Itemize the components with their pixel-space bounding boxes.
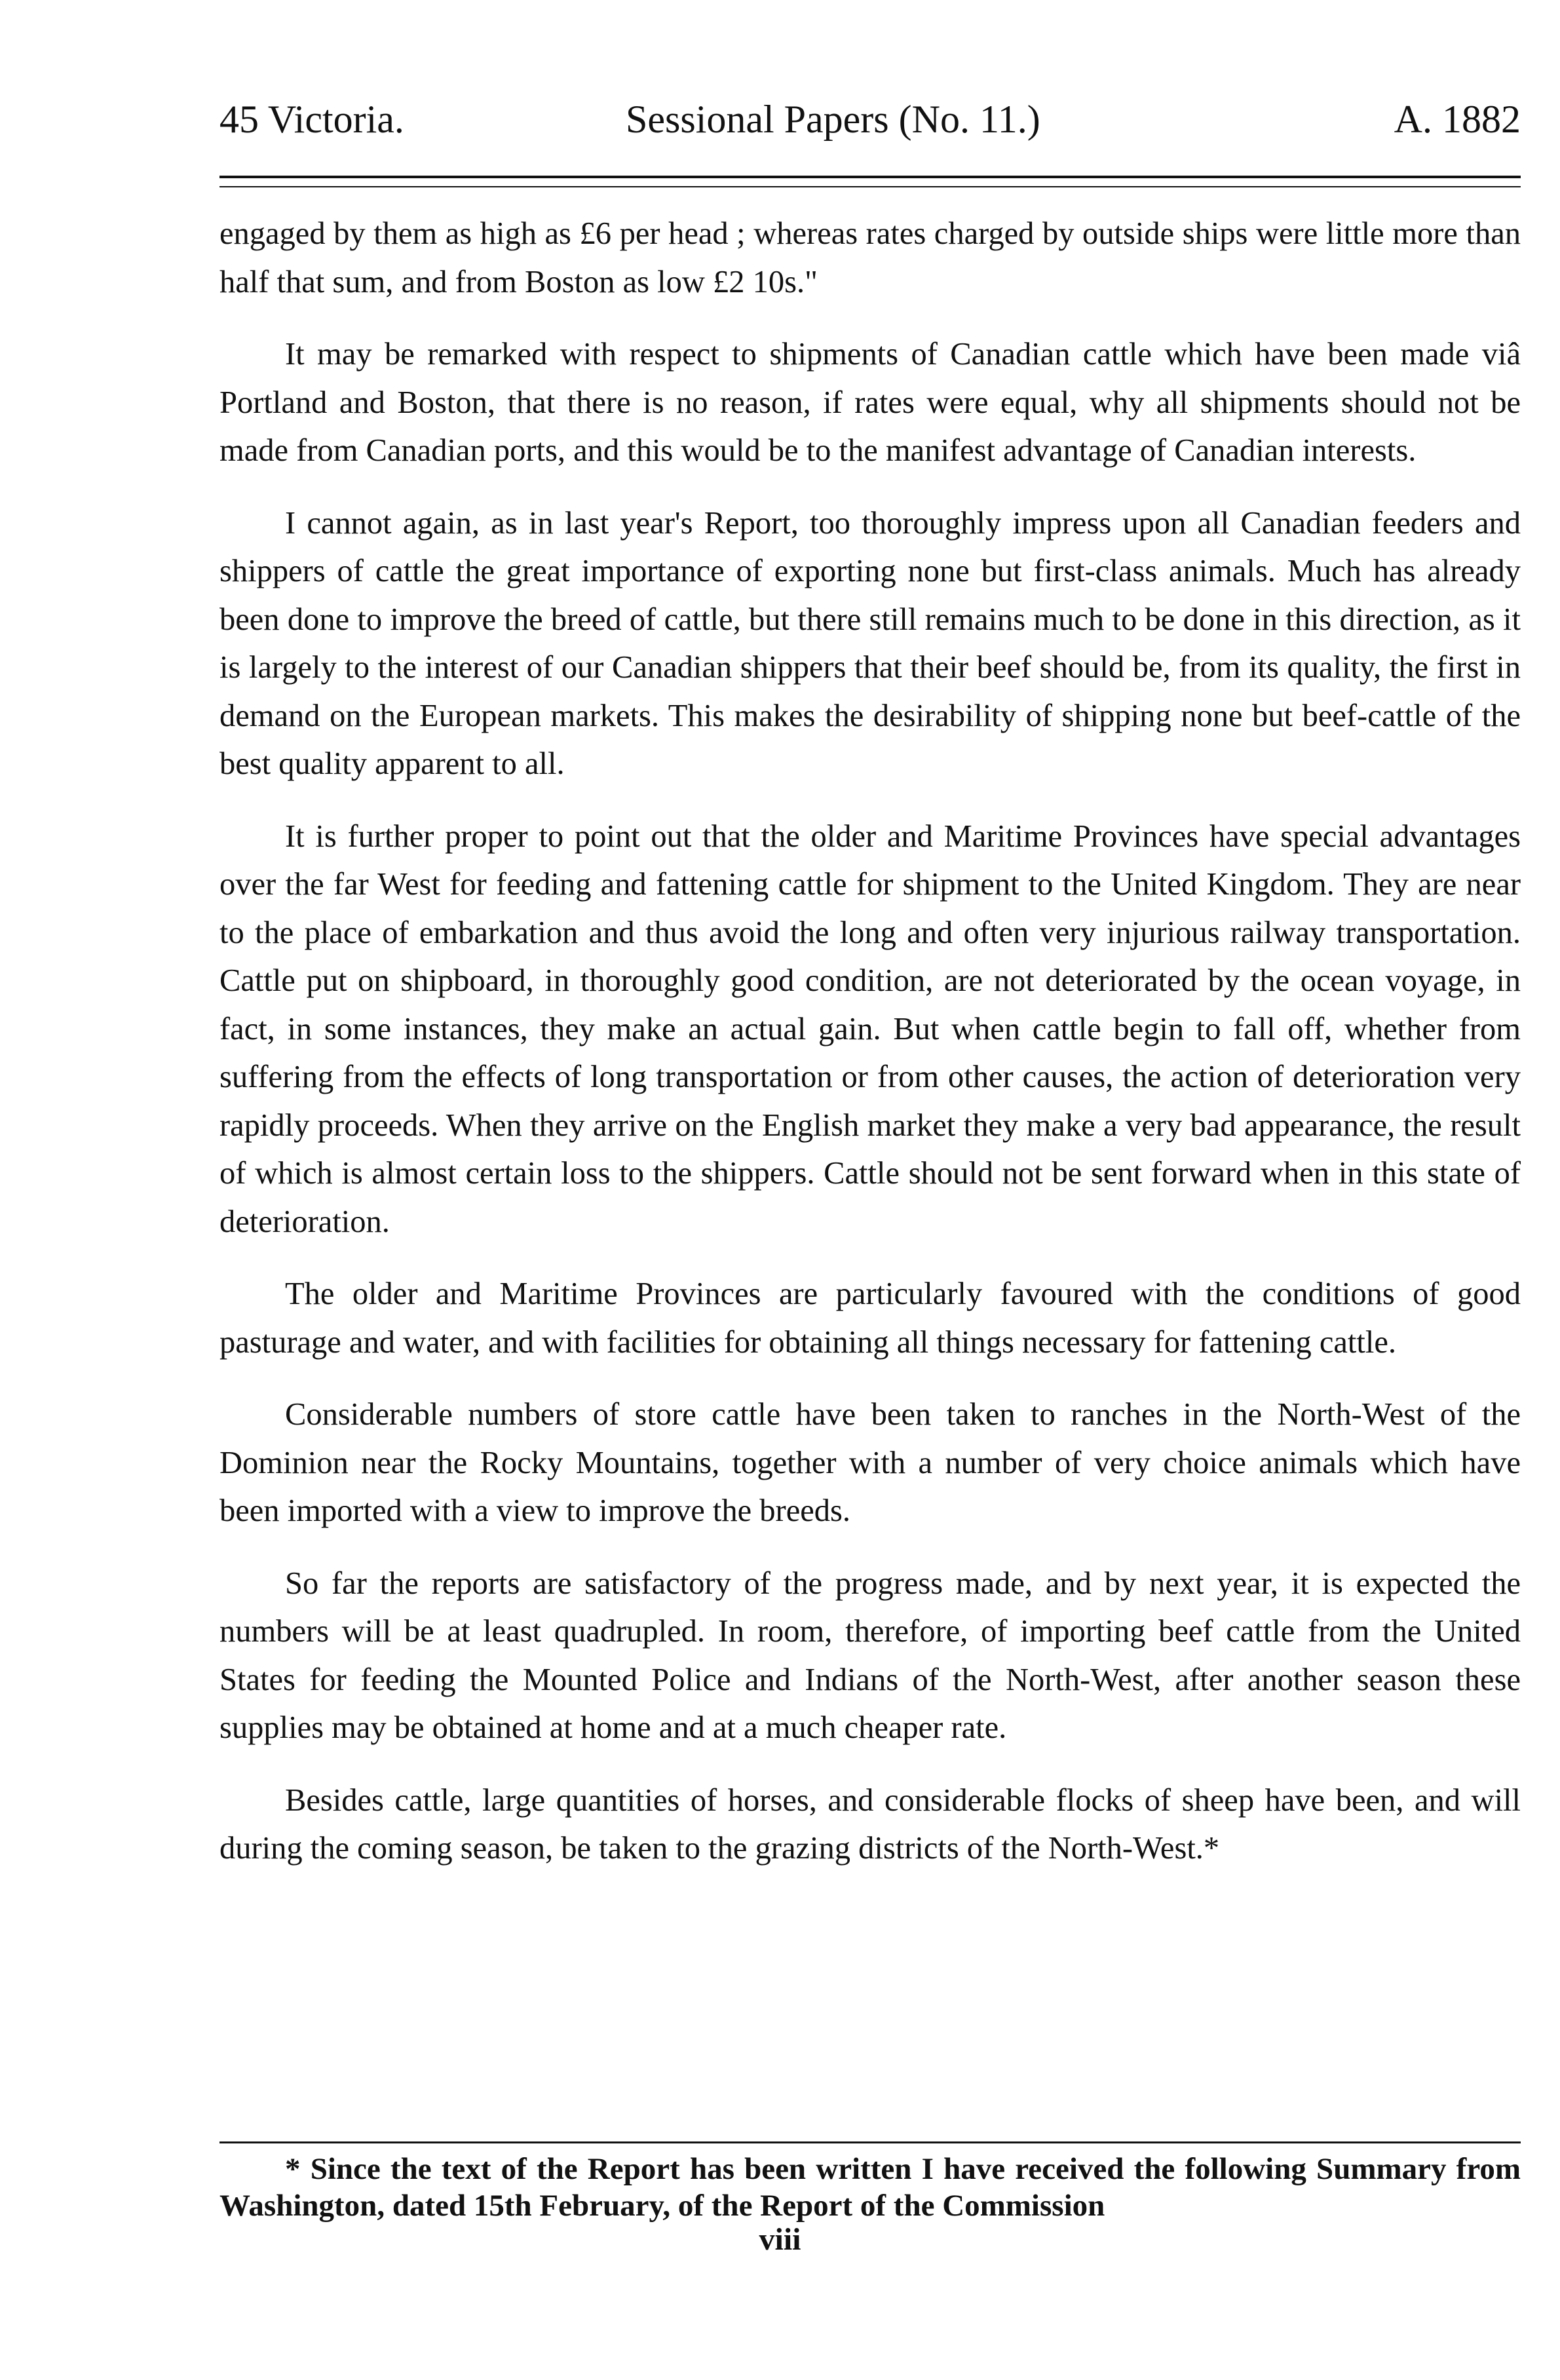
footnote bbox=[219, 2151, 1521, 2224]
page-number: viii bbox=[759, 2222, 801, 2257]
paragraph: The older and Maritime Provinces are particularly favoured with the conditions of good pasturage and water, and with facilities for obtaining all things necessary for fattening cattle. bbox=[219, 1276, 1521, 1360]
header-volume: 45 Victoria. bbox=[219, 98, 404, 141]
paragraph: Considerable numbers of store cattle have been taken to ranches in the North-West of the Dominion near the Rocky Mountains, together with a number of very choice animals which have been imported with a view to improve the breeds. bbox=[219, 1397, 1521, 1528]
footnote-rule bbox=[219, 2141, 1521, 2143]
paragraph: I cannot again, as in last year's Report, too thoroughly impress upon all Canadian feeders and shippers of cattle the great importance of exporting none but first-class animals. Much has already been done to improve the breed of cattle, but there still remains much to be done in this direction, as it is largely to the interest of our Canadian shippers that their beef should be, from its quality, the first in demand on the European markets. This makes the desirability of shipping none but beef-cattle of the best quality apparent to all. bbox=[219, 505, 1521, 781]
footnote-text: * Since the text of the Report has been written I have received the following Summary from Washington, dated 15th February, of the Report of the Commission bbox=[219, 2152, 1521, 2223]
running-header bbox=[219, 93, 1521, 145]
paragraph: So far the reports are satisfactory of the progress made, and by next year, it is expected the numbers will be at least quadrupled. In room, therefore, of importing beef cattle from the United States for feeding the Mounted Police and Indians of the North-West, after another season these supplies may be obtained at home and at a much cheaper rate. bbox=[219, 1565, 1521, 1745]
header-year: A. 1882 bbox=[1394, 98, 1521, 141]
paragraph: It is further proper to point out that the older and Maritime Provinces have special advantages over the far West for feeding and fattening cattle for shipment to the United Kingdom. They are near to the place of embarkation and thus avoid the long and often very injurious railway transportation. Cattle put on shipboard, in thoroughly good condition, are not deteriorated by the ocean voyage, in fact, in some instances, they make an actual gain. But when cattle begin to fall off, whether from suffering from the effects of long transportation or from other causes, the action of deterioration very rapidly proceeds. When they arrive on the English market they make a very bad appearance, the result of which is almost certain loss to the shippers. Cattle should not be sent forward when in this state of deterioration. bbox=[219, 818, 1521, 1239]
header-double-rule bbox=[219, 176, 1521, 187]
header-title: Sessional Papers (No. 11.) bbox=[626, 98, 1040, 141]
paragraph: Besides cattle, large quantities of horses, and considerable flocks of sheep have been, and will during the coming season, be taken to the grazing districts of the North-West.* bbox=[219, 1782, 1521, 1866]
paragraph-continued: engaged by them as high as £6 per head ; whereas rates charged by outside ships were little more than half that sum, and from Boston as low £2 10s." bbox=[219, 216, 1521, 299]
body-text bbox=[219, 210, 1521, 1897]
paragraph: It may be remarked with respect to shipments of Canadian cattle which have been made viâ Portland and Boston, that there is no reason, if rates were equal, why all shipments should not be made from Canadian ports, and this would be to the manifest advantage of Canadian interests. bbox=[219, 337, 1521, 468]
